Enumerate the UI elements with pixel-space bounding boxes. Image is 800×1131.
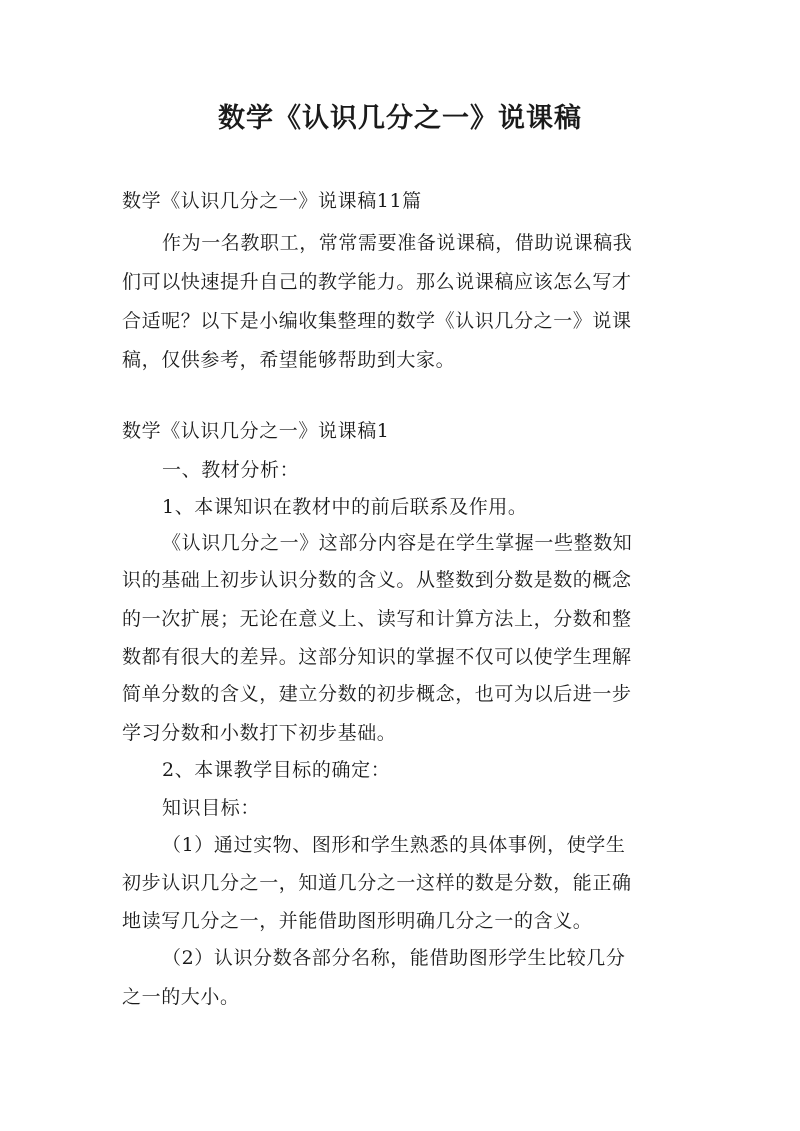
paragraph-line: 的一次扩展；无论在意义上、读写和计算方法上，分数和整 bbox=[122, 608, 632, 630]
paragraph-line: 们可以快速提升自己的教学能力。那么说课稿应该怎么写才 bbox=[122, 271, 632, 293]
paragraph-line: （1）通过实物、图形和学生熟悉的具体事例，使学生 bbox=[162, 834, 626, 856]
subheading: 2、本课教学目标的确定： bbox=[162, 759, 391, 781]
subheading: 一、教材分析： bbox=[162, 459, 300, 481]
paragraph-line: 数都有很大的差异。这部分知识的掌握不仅可以使学生理解 bbox=[122, 646, 632, 668]
document-title: 数学《认识几分之一》说课稿 bbox=[218, 103, 582, 134]
paragraph-line: 学习分数和小数打下初步基础。 bbox=[122, 722, 397, 744]
paragraph-line: 简单分数的含义，建立分数的初步概念，也可为以后进一步 bbox=[122, 683, 632, 705]
subheading: 知识目标： bbox=[162, 797, 261, 819]
subtitle-line: 数学《认识几分之一》说课稿11篇 bbox=[122, 190, 422, 212]
subheading: 1、本课知识在教材中的前后联系及作用。 bbox=[162, 496, 528, 518]
paragraph-line: 初步认识几分之一，知道几分之一这样的数是分数，能正确 bbox=[122, 872, 632, 894]
paragraph-line: 识的基础上初步认识分数的含义。从整数到分数是数的概念 bbox=[122, 569, 632, 591]
paragraph-line: （2）认识分数各部分名称，能借助图形学生比较几分 bbox=[162, 947, 626, 969]
paragraph-line: 作为一名教职工，常常需要准备说课稿，借助说课稿我 bbox=[162, 232, 633, 254]
section-heading: 数学《认识几分之一》说课稿1 bbox=[122, 420, 390, 442]
paragraph-line: 稿，仅供参考，希望能够帮助到大家。 bbox=[122, 349, 456, 371]
paragraph-line: 地读写几分之一，并能借助图形明确几分之一的含义。 bbox=[122, 910, 593, 932]
paragraph-line: 合适呢？以下是小编收集整理的数学《认识几分之一》说课 bbox=[122, 310, 632, 332]
paragraph-line: 之一的大小。 bbox=[122, 986, 240, 1008]
paragraph-line: 《认识几分之一》这部分内容是在学生掌握一些整数知 bbox=[162, 532, 633, 554]
